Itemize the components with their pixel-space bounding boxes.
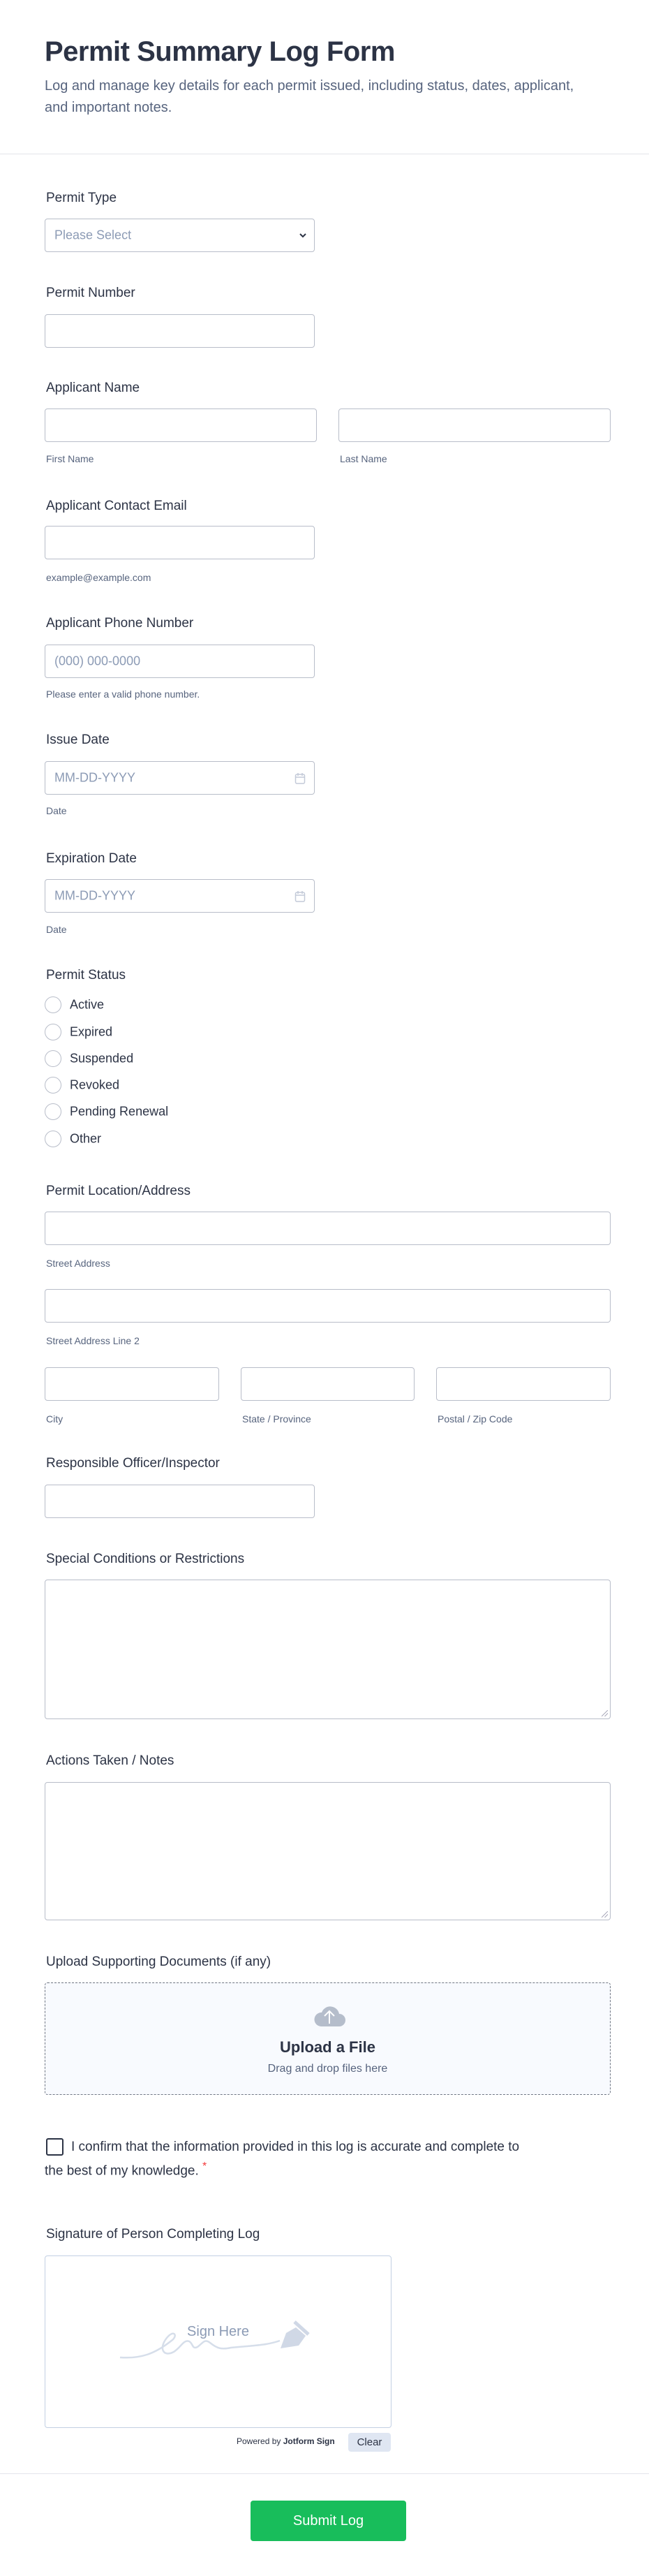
conditions-label: Special Conditions or Restrictions bbox=[46, 1552, 245, 1566]
permit-type-placeholder: Please Select bbox=[54, 228, 132, 242]
cloud-upload-icon bbox=[313, 2004, 346, 2028]
last-name-sublabel: Last Name bbox=[340, 453, 387, 464]
issue-date-placeholder: MM-DD-YYYY bbox=[54, 770, 135, 785]
first-name-sublabel: First Name bbox=[46, 453, 94, 464]
radio-label[interactable]: Other bbox=[70, 1131, 102, 1146]
phone-label: Applicant Phone Number bbox=[46, 616, 194, 631]
last-name-input[interactable] bbox=[338, 409, 611, 442]
phone-sublabel: Please enter a valid phone number. bbox=[46, 689, 200, 700]
phone-input[interactable] bbox=[45, 645, 315, 678]
street-address-line2-sublabel: Street Address Line 2 bbox=[46, 1335, 140, 1346]
permit-type-select[interactable] bbox=[45, 219, 315, 252]
radio-suspended[interactable] bbox=[45, 1050, 61, 1067]
calendar-icon[interactable] bbox=[294, 772, 306, 785]
street-address-sublabel: Street Address bbox=[46, 1258, 110, 1269]
calendar-icon[interactable] bbox=[294, 890, 306, 903]
state-input[interactable] bbox=[241, 1367, 415, 1401]
upload-title: Upload a File bbox=[280, 2038, 375, 2056]
upload-label: Upload Supporting Documents (if any) bbox=[46, 1955, 271, 1969]
radio-pending-renewal[interactable] bbox=[45, 1103, 61, 1120]
permit-type-label: Permit Type bbox=[46, 191, 117, 205]
officer-input[interactable] bbox=[45, 1485, 315, 1518]
signature-scribble-icon bbox=[119, 2319, 314, 2368]
clear-signature-button[interactable]: Clear bbox=[348, 2433, 391, 2452]
footer-divider bbox=[0, 2473, 649, 2474]
chevron-down-icon bbox=[299, 233, 307, 240]
permit-number-label: Permit Number bbox=[46, 286, 135, 300]
radio-revoked[interactable] bbox=[45, 1077, 61, 1094]
radio-label[interactable]: Revoked bbox=[70, 1077, 120, 1092]
required-asterisk: * bbox=[202, 2161, 207, 2172]
state-sublabel: State / Province bbox=[242, 1413, 311, 1425]
permit-number-input[interactable] bbox=[45, 314, 315, 348]
expiration-date-input[interactable] bbox=[45, 879, 315, 913]
first-name-input[interactable] bbox=[45, 409, 317, 442]
permit-status-label: Permit Status bbox=[46, 968, 126, 982]
form-subtitle: Log and manage key details for each permit issued, including status, dates, applicant, and important notes. bbox=[45, 78, 574, 115]
powered-by bbox=[237, 2436, 335, 2446]
location-label: Permit Location/Address bbox=[46, 1184, 191, 1198]
conditions-textarea[interactable] bbox=[45, 1580, 611, 1719]
radio-label[interactable]: Pending Renewal bbox=[70, 1104, 169, 1119]
upload-hint: Drag and drop files here bbox=[267, 2063, 388, 2075]
city-input[interactable] bbox=[45, 1367, 219, 1401]
email-input[interactable] bbox=[45, 526, 315, 559]
radio-other[interactable] bbox=[45, 1131, 61, 1147]
signature-pad[interactable] bbox=[45, 2255, 391, 2428]
city-sublabel: City bbox=[46, 1413, 64, 1425]
email-sublabel: example@example.com bbox=[46, 572, 151, 583]
expiration-date-sublabel: Date bbox=[46, 924, 67, 935]
zip-input[interactable] bbox=[436, 1367, 611, 1401]
resize-handle-icon[interactable] bbox=[602, 1911, 608, 1918]
radio-label[interactable]: Suspended bbox=[70, 1051, 134, 1066]
radio-expired[interactable] bbox=[45, 1024, 61, 1040]
street-address-input[interactable] bbox=[45, 1212, 611, 1245]
issue-date-input[interactable] bbox=[45, 761, 315, 795]
submit-button[interactable]: Submit Log bbox=[251, 2501, 406, 2541]
radio-label[interactable]: Active bbox=[70, 997, 105, 1012]
actions-textarea[interactable] bbox=[45, 1782, 611, 1920]
applicant-name-label: Applicant Name bbox=[46, 381, 140, 395]
confirm-text[interactable] bbox=[45, 2137, 533, 2181]
issue-date-label: Issue Date bbox=[46, 733, 110, 747]
radio-active[interactable] bbox=[45, 996, 61, 1013]
street-address-line2-input[interactable] bbox=[45, 1289, 611, 1323]
signature-label: Signature of Person Completing Log bbox=[46, 2227, 260, 2242]
officer-label: Responsible Officer/Inspector bbox=[46, 1456, 220, 1471]
expiration-date-label: Expiration Date bbox=[46, 851, 137, 866]
form-title: Permit Summary Log Form bbox=[45, 36, 395, 67]
resize-handle-icon[interactable] bbox=[602, 1710, 608, 1716]
radio-label[interactable]: Expired bbox=[70, 1024, 113, 1039]
issue-date-sublabel: Date bbox=[46, 805, 67, 816]
powered-by-prefix: Powered by bbox=[237, 2436, 281, 2446]
expiration-date-placeholder: MM-DD-YYYY bbox=[54, 888, 135, 903]
sign-here-placeholder: Sign Here bbox=[187, 2324, 249, 2339]
zip-sublabel: Postal / Zip Code bbox=[438, 1413, 513, 1425]
jotform-sign-brand[interactable]: Jotform Sign bbox=[283, 2436, 335, 2446]
confirm-label: I confirm that the information provided in this log is accurate and complete to the best of my knowledge. bbox=[45, 2140, 520, 2179]
email-label: Applicant Contact Email bbox=[46, 499, 187, 513]
upload-dropzone[interactable] bbox=[45, 1982, 611, 2095]
actions-label: Actions Taken / Notes bbox=[46, 1753, 174, 1768]
phone-placeholder: (000) 000-0000 bbox=[54, 654, 141, 668]
